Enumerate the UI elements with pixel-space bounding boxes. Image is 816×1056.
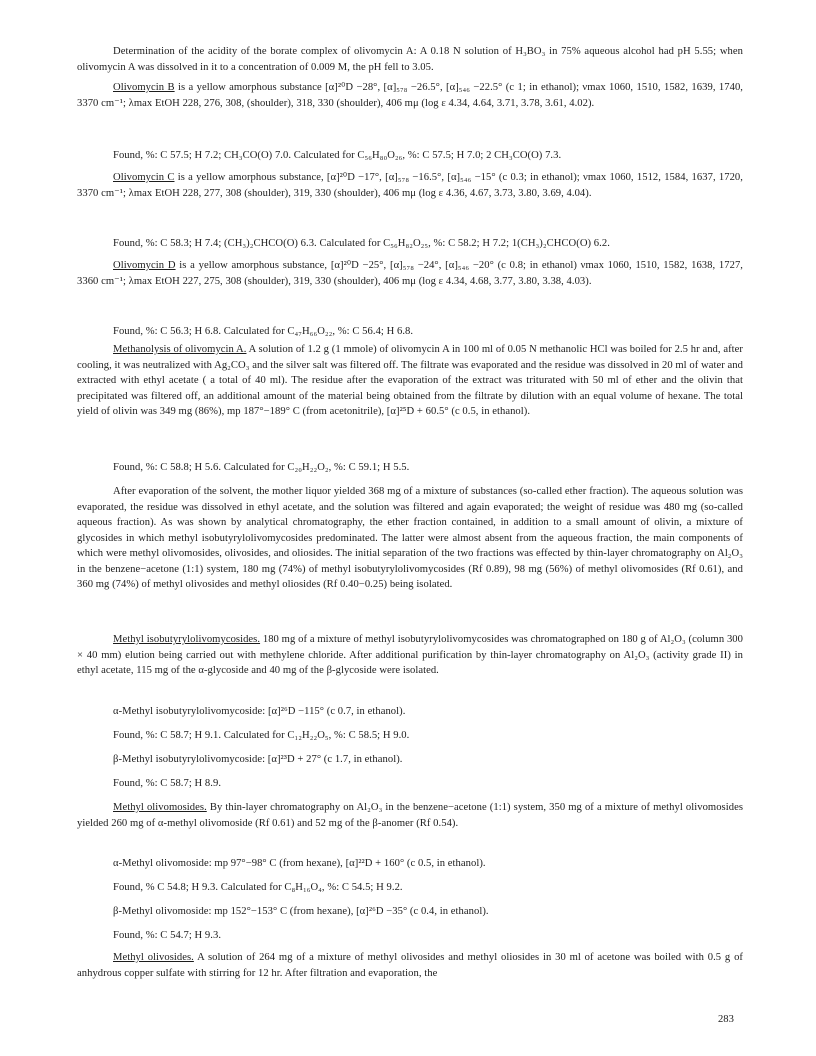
heading-olivomycin-b: Olivomycin B bbox=[113, 82, 175, 93]
beta-olivomoside: β-Methyl olivomoside: mp 152°−153° C (from hexane), [α]²⁶D −35° (c 0.4, in ethanol). bbox=[113, 906, 489, 917]
analysis-olivin: Found, %: C 58.8; H 5.6. Calculated for C₂₀H₂₂O₂, %: C 59.1; H 5.5. bbox=[113, 462, 410, 473]
analysis-beta-isobutyrylolivomycoside: Found, %: C 58.7; H 8.9. bbox=[113, 778, 222, 789]
paragraph-methanolysis: Methanolysis of olivomycin A. A solution of 1.2 g (1 mmole) of olivomycin A in 100 ml of 0.05 N methanolic HCl was boiled for 2.5 hr and, after cooling, it was neutralized with Ag₂CO₃ and the silver salt was filtered off. The filtrate was evaporated and the residue was dissolved in 20 ml of water and extracted with ethyl acetate ( a total of 40 ml). The residue after the evaporation of the extract was triturated with 50 ml of ether and the olivin that precipitated was filtered off, an additional amount of the material being obtained from the filtrate by dilution with an equal volume of hexane. The total yield of olivin was 349 mg (86%), mp 187°−189° C (from acetonitrile), [α]²⁵D + 60.5° (c 0.5, in ethanol). bbox=[77, 344, 743, 417]
heading-olivomycin-c: Olivomycin C bbox=[113, 172, 175, 183]
heading-olivomycin-d: Olivomycin D bbox=[113, 260, 176, 271]
analysis-olivomycin-b: Found, %: C 57.5; H 7.2; CH₃CO(O) 7.0. Calculated for C₅₆H₈₀O₂₆, %: C 57.5; H 7.0; 2 CH₃CO(O) 7.3. bbox=[113, 150, 562, 161]
analysis-olivomycin-d: Found, %: C 56.3; H 6.8. Calculated for C₄₇H₆₆O₂₂, %: C 56.4; H 6.8. bbox=[113, 326, 414, 337]
beta-isobutyrylolivomycoside: β-Methyl isobutyrylolivomycoside: [α]²³D + 27° (c 1.7, in ethanol). bbox=[113, 754, 403, 765]
paragraph-isobutyrylolivomycosides: Methyl isobutyrylolivomycosides. 180 mg of a mixture of methyl isobutyrylolivomycosides was chromatographed on 180 g of Al₂O₃ (column 300 × 40 mm) elution being carried out with methylene chloride. After additional purification by thin-layer chromatography on Al₂O₃ (activity grade II) in ethyl acetate, 115 mg of the α-glycoside and 40 mg of the β-glycoside were isolated. bbox=[77, 634, 743, 676]
analysis-alpha-olivomoside: Found, % C 54.8; H 9.3. Calculated for C₈H₁₆O₄, %: C 54.5; H 9.2. bbox=[113, 882, 403, 893]
paragraph-olivomycin-d: Olivomycin D is a yellow amorphous substance, [α]²⁰D −25°, [α]₅₇₈ −24°, [α]₅₄₆ −20° (c 0.8; in ethanol) νmax 1060, 1510, 1582, 1638, 1727, 3360 cm⁻¹; λmax EtOH 227, 275, 308 (shoulder), 319, 330 (shoulder), 406 mμ (log ε 4.34, 4.68, 3.77, 3.80, 3.38, 4.03). bbox=[77, 260, 743, 287]
analysis-olivomycin-c: Found, %: C 58.3; H 7.4; (CH₃)₂CHCO(O) 6.3. Calculated for C₅₆H₈₂O₂₅, %: C 58.2; H 7.2; 1(CH₃)₂CHCO(O) 6.2. bbox=[113, 238, 610, 249]
heading-olivosides: Methyl olivosides. bbox=[113, 952, 194, 963]
paragraph-olivosides: Methyl olivosides. A solution of 264 mg of a mixture of methyl olivosides and methyl oliosides in 30 ml of acetone was boiled with 0.5 g of anhydrous copper sulfate with stirring for 12 hr. After filtration and evaporation, the bbox=[77, 952, 744, 979]
alpha-isobutyrylolivomycoside: α-Methyl isobutyrylolivomycoside: [α]²⁶D −115° (c 0.7, in ethanol). bbox=[113, 706, 406, 717]
heading-olivomosides: Methyl olivomosides. bbox=[113, 802, 207, 813]
heading-methanolysis: Methanolysis of olivomycin A. bbox=[113, 344, 247, 355]
alpha-olivomoside: α-Methyl olivomoside: mp 97°−98° C (from hexane), [α]²²D + 160° (c 0.5, in ethanol). bbox=[113, 858, 486, 869]
paragraph-olivomosides: Methyl olivomosides. By thin-layer chromatography on Al₂O₃ in the benzene−acetone (1:1) system, 350 mg of a mixture of methyl olivomosides yielded 260 mg of α-methyl olivomoside (Rf 0.61) and 52 mg of the β-anomer (Rf 0.54). bbox=[77, 802, 743, 829]
analysis-beta-olivomoside: Found, %: C 54.7; H 9.3. bbox=[113, 930, 222, 941]
analysis-alpha-isobutyrylolivomycoside: Found, %: C 58.7; H 9.1. Calculated for C₁₂H₂₂O₅, %: C 58.5; H 9.0. bbox=[113, 730, 410, 741]
paragraph-fractions: After evaporation of the solvent, the mother liquor yielded 368 mg of a mixture of substances (so-called ether fraction). The aqueous solution was evaporated, the residue was dissolved in ethyl acetate, and the solution was filtered and again evaporated; the weight of residue was 480 mg (so-called aqueous fraction). As was shown by analytical chromatography, the ether fraction contained, in addition to a small amount of olivin, a mixture of glycosides in which methyl isobutyrylolivomycosides predominated. The latter were almost absent from the aqueous fraction, the main components of which were methyl olivomosides, olivosides, and oliosides. The initial separation of the two fractions was effected by thin-layer chromatography on Al₂O₃ in the benzene−acetone (1:1) system, 180 mg (74%) of methyl isobutyrylolivomycosides (Rf 0.89), 98 mg (56%) of methyl olivomosides (Rf 0.61), and 360 mg (74%) of methyl olivosides and methyl oliosides (Rf 0.40−0.25) being isolated. bbox=[77, 486, 743, 590]
paragraph-olivomycin-c: Olivomycin C is a yellow amorphous substance, [α]²⁰D −17°, [α]₅₇₈ −16.5°, [α]₅₄₆ −15° (c 0.3; in ethanol); νmax 1060, 1512, 1584, 1637, 1720, 3370 cm⁻¹; λmax EtOH 228, 277, 308 (shoulder), 319, 330 (shoulder), 406 mμ (log ε 4.36, 4.67, 3.73, 3.80, 3.69, 4.04). bbox=[77, 172, 743, 199]
paragraph-olivomycin-b: Olivomycin B is a yellow amorphous substance [α]²⁰D −28°, [α]₅₇₈ −26.5°, [α]₅₄₆ −22.5° (c 1; in ethanol); νmax 1060, 1510, 1582, 1639, 1740, 3370 cm⁻¹; λmax EtOH 228, 276, 308, (shoulder), 318, 330 (shoulder), 406 mμ (log ε 4.34, 4.64, 3.71, 3.78, 3.61, 4.02). bbox=[77, 82, 743, 109]
page-number: 283 bbox=[718, 1014, 734, 1025]
heading-isobutyrylolivomycosides: Methyl isobutyrylolivomycosides. bbox=[113, 634, 261, 645]
paragraph-borate-acidity: Determination of the acidity of the borate complex of olivomycin A: A 0.18 N solution of H₃BO₃ in 75% aqueous alcohol had pH 5.55; when olivomycin A was dissolved in it to a concentration of 0.009 M, the pH fell to 3.05. bbox=[77, 46, 743, 73]
